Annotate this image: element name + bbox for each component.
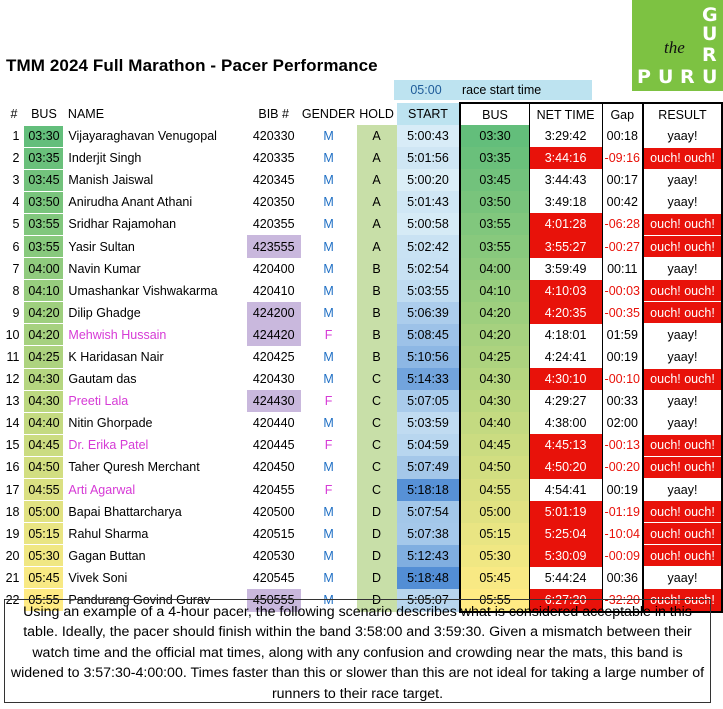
- hold-zone: C: [357, 368, 397, 390]
- bib-number: 420330: [252, 129, 295, 144]
- result: yaay!: [643, 479, 722, 501]
- hold-zone: C: [357, 479, 397, 501]
- hold-zone: C: [357, 412, 397, 434]
- gap-time: -00:35: [602, 302, 643, 324]
- bib-number: 420345: [252, 173, 295, 188]
- bib-number: 450555: [247, 589, 301, 612]
- pacer-table: [4, 102, 723, 613]
- table-row: [4, 346, 722, 368]
- net-time: 4:29:27: [529, 390, 602, 412]
- runner-name: Mehwish Hussain: [68, 327, 167, 342]
- gap-time: -10:04: [602, 523, 643, 545]
- col-header-net-time: NET TIME: [529, 103, 602, 125]
- gender: M: [323, 305, 334, 320]
- result: ouch! ouch!: [643, 456, 722, 478]
- gap-time: 01:59: [602, 324, 643, 346]
- row-number: 16: [5, 460, 20, 475]
- row-number: 18: [5, 504, 20, 519]
- row-number: 3: [12, 173, 20, 188]
- logo-letter: P: [637, 66, 651, 88]
- row-number: 7: [12, 261, 20, 276]
- bus-time: 04:10: [24, 280, 64, 302]
- gap-time: 00:42: [602, 191, 643, 213]
- row-number: 5: [12, 217, 20, 232]
- runner-name: Anirudha Anant Athani: [68, 195, 193, 210]
- table-row: [4, 545, 722, 567]
- start-time: 5:10:56: [397, 346, 461, 368]
- start-time: 5:07:54: [397, 501, 461, 523]
- bus-time: 04:00: [24, 258, 64, 280]
- net-time: 3:49:18: [529, 191, 602, 213]
- start-time: 5:12:43: [397, 545, 461, 567]
- result: ouch! ouch!: [643, 545, 722, 567]
- result: ouch! ouch!: [643, 523, 722, 545]
- start-time: 5:01:56: [397, 147, 461, 169]
- table-row: [4, 235, 722, 257]
- result: ouch! ouch!: [643, 501, 722, 523]
- result: ouch! ouch!: [643, 434, 722, 456]
- bib-number: 420440: [252, 416, 295, 431]
- table-row: [4, 280, 722, 302]
- row-number: 12: [5, 372, 20, 387]
- table-row: [4, 302, 722, 324]
- logo-letter: U: [702, 23, 718, 45]
- bib-number: 420410: [252, 283, 295, 298]
- gap-time: -32:20: [602, 589, 643, 612]
- start-time: 5:14:33: [397, 368, 461, 390]
- net-time: 3:59:49: [529, 258, 602, 280]
- net-time: 3:44:16: [529, 147, 602, 169]
- start-time: 5:02:42: [397, 235, 461, 257]
- table-row: [4, 169, 722, 191]
- net-time: 6:27:20: [529, 589, 602, 612]
- bib-number: 420450: [252, 460, 295, 475]
- row-number: 17: [5, 482, 20, 497]
- runner-name: Gautam das: [68, 372, 137, 387]
- hold-zone: D: [357, 523, 397, 545]
- bus-time: 03:55: [24, 213, 64, 235]
- row-number: 1: [12, 129, 20, 144]
- hold-zone: B: [357, 346, 397, 368]
- logo-letter: U: [658, 66, 674, 88]
- result: yaay!: [643, 169, 722, 191]
- gap-time: -01:19: [602, 501, 643, 523]
- gap-time: 00:17: [602, 169, 643, 191]
- start-time: 5:03:59: [397, 412, 461, 434]
- bus-time-result: 04:40: [460, 412, 529, 434]
- gender: M: [323, 217, 334, 232]
- result: yaay!: [643, 346, 722, 368]
- bus-time: 04:30: [24, 368, 64, 390]
- result: ouch! ouch!: [643, 302, 722, 324]
- col-header-bus-result: BUS: [460, 103, 529, 125]
- runner-name: Vijayaraghavan Venugopal: [68, 129, 217, 144]
- bus-time-result: 04:10: [460, 280, 529, 302]
- gap-time: 00:19: [602, 479, 643, 501]
- row-number: 15: [5, 438, 20, 453]
- gender: M: [323, 195, 334, 210]
- start-time: 5:18:48: [397, 567, 461, 589]
- bus-time-result: 05:55: [460, 589, 529, 612]
- table-row: [4, 456, 722, 478]
- bib-number: 420430: [252, 372, 295, 387]
- table-row: [4, 147, 722, 169]
- net-time: 4:50:20: [529, 456, 602, 478]
- row-number: 8: [12, 283, 20, 298]
- gender: M: [323, 570, 334, 585]
- bus-time: 04:20: [24, 302, 64, 324]
- runner-name: Gagan Buttan: [68, 548, 146, 563]
- net-time: 5:44:24: [529, 567, 602, 589]
- gender: F: [324, 327, 333, 342]
- start-time: 5:18:18: [397, 479, 461, 501]
- logo-letter: R: [680, 66, 695, 88]
- gap-time: 00:36: [602, 567, 643, 589]
- bib-number: 420545: [252, 570, 295, 585]
- bib-number: 424430: [247, 390, 301, 412]
- start-time: 5:02:54: [397, 258, 461, 280]
- hold-zone: A: [357, 213, 397, 235]
- table-header-row: [4, 103, 722, 125]
- bus-time: 04:40: [24, 412, 64, 434]
- runner-name: Taher Quresh Merchant: [68, 460, 200, 475]
- result: yaay!: [643, 125, 722, 147]
- bib-number: 420500: [252, 504, 295, 519]
- runner-name: Arti Agarwal: [68, 482, 136, 497]
- gap-time: 00:18: [602, 125, 643, 147]
- gender: M: [323, 504, 334, 519]
- bus-time-result: 03:45: [460, 169, 529, 191]
- bus-time-result: 04:20: [460, 324, 529, 346]
- gap-time: -00:27: [602, 235, 643, 257]
- runner-name: Inderjit Singh: [68, 151, 142, 166]
- gender: M: [323, 526, 334, 541]
- logo-letter: G: [702, 4, 718, 26]
- gender: M: [323, 283, 334, 298]
- table-row: [4, 479, 722, 501]
- bib-number: 424420: [247, 324, 301, 346]
- row-number: 10: [5, 327, 20, 342]
- bus-time-result: 04:25: [460, 346, 529, 368]
- bus-time-result: 04:00: [460, 258, 529, 280]
- start-time: 5:07:38: [397, 523, 461, 545]
- gap-time: -09:16: [602, 147, 643, 169]
- logo-script: the: [664, 38, 685, 57]
- start-time: 5:01:43: [397, 191, 461, 213]
- hold-zone: D: [357, 567, 397, 589]
- result: yaay!: [643, 412, 722, 434]
- row-number: 20: [5, 548, 20, 563]
- bus-time: 05:30: [24, 545, 64, 567]
- bus-time-result: 03:50: [460, 191, 529, 213]
- hold-zone: B: [357, 258, 397, 280]
- bus-time: 03:30: [24, 125, 64, 147]
- gender: M: [323, 261, 334, 276]
- bus-time-result: 05:30: [460, 545, 529, 567]
- bib-number: 420455: [252, 482, 295, 497]
- bus-time: 04:30: [24, 390, 64, 412]
- runner-name: K Haridasan Nair: [68, 349, 164, 364]
- net-time: 4:38:00: [529, 412, 602, 434]
- table-row: [4, 390, 722, 412]
- gender: M: [323, 460, 334, 475]
- result: yaay!: [643, 191, 722, 213]
- net-time: 3:44:43: [529, 169, 602, 191]
- table-row: [4, 191, 722, 213]
- col-header-name: NAME: [67, 107, 105, 121]
- net-time: 5:01:19: [529, 501, 602, 523]
- hold-zone: C: [357, 456, 397, 478]
- row-number: 21: [5, 570, 20, 585]
- col-header-result: RESULT: [643, 103, 722, 125]
- table-row: [4, 523, 722, 545]
- net-time: 4:54:41: [529, 479, 602, 501]
- start-time: 5:07:05: [397, 390, 461, 412]
- result: ouch! ouch!: [643, 147, 722, 169]
- gap-time: 00:33: [602, 390, 643, 412]
- hold-zone: A: [357, 147, 397, 169]
- runner-name: Sridhar Rajamohan: [68, 217, 177, 232]
- result: ouch! ouch!: [643, 368, 722, 390]
- gender: F: [324, 438, 333, 453]
- result: yaay!: [643, 390, 722, 412]
- col-header-gender: GENDER: [301, 107, 356, 121]
- net-time: 5:30:09: [529, 545, 602, 567]
- net-time: 4:01:28: [529, 213, 602, 235]
- net-time: 4:45:13: [529, 434, 602, 456]
- runner-name: Bapai Bhattarcharya: [68, 504, 182, 519]
- gender: M: [323, 151, 334, 166]
- start-time: 5:04:59: [397, 434, 461, 456]
- gender: M: [323, 593, 334, 608]
- result: ouch! ouch!: [643, 213, 722, 235]
- logo-letter: R: [702, 44, 717, 66]
- start-time: 5:00:43: [397, 125, 461, 147]
- hold-zone: C: [357, 390, 397, 412]
- gender: M: [323, 173, 334, 188]
- bus-time: 04:20: [24, 324, 64, 346]
- runner-name: Manish Jaiswal: [68, 173, 154, 188]
- bus-time: 04:55: [24, 479, 64, 501]
- bus-time: 05:55: [24, 589, 64, 612]
- table-row: [4, 324, 722, 346]
- bus-time: 05:15: [24, 523, 64, 545]
- gender: M: [323, 239, 334, 254]
- bib-number: 423555: [247, 235, 301, 257]
- start-time: 5:06:39: [397, 302, 461, 324]
- bus-time-result: 04:45: [460, 434, 529, 456]
- runner-name: Umashankar Vishwakarma: [68, 283, 218, 298]
- gap-time: -00:13: [602, 434, 643, 456]
- bus-time: 05:00: [24, 501, 64, 523]
- bus-time: 04:50: [24, 456, 64, 478]
- gender: M: [323, 372, 334, 387]
- net-time: 3:29:42: [529, 125, 602, 147]
- gender: M: [323, 548, 334, 563]
- bus-time: 04:45: [24, 434, 64, 456]
- net-time: 4:30:10: [529, 368, 602, 390]
- row-number: 6: [12, 239, 20, 254]
- gender: F: [324, 482, 333, 497]
- bus-time-result: 04:20: [460, 302, 529, 324]
- bib-number: 424200: [247, 302, 301, 324]
- col-header-num: #: [10, 107, 18, 121]
- row-number: 22: [5, 593, 20, 608]
- bib-number: 420425: [252, 349, 295, 364]
- page-title: TMM 2024 Full Marathon - Pacer Performance: [6, 56, 378, 75]
- hold-zone: A: [357, 235, 397, 257]
- gender: M: [323, 349, 334, 364]
- bus-time-result: 05:00: [460, 501, 529, 523]
- start-time: 5:03:55: [397, 280, 461, 302]
- hold-zone: D: [357, 589, 397, 612]
- runner-name: Preeti Lala: [68, 394, 129, 409]
- gap-time: 02:00: [602, 412, 643, 434]
- table-row: [4, 567, 722, 589]
- runner-name: Dr. Erika Patel: [68, 438, 149, 453]
- gap-time: -00:09: [602, 545, 643, 567]
- runner-name: Dilip Ghadge: [68, 305, 141, 320]
- bib-number: 420355: [252, 217, 295, 232]
- hold-zone: D: [357, 545, 397, 567]
- bib-number: 420530: [252, 548, 295, 563]
- bus-time-result: 04:50: [460, 456, 529, 478]
- runner-name: Nitin Ghorpade: [68, 416, 153, 431]
- gap-time: -00:20: [602, 456, 643, 478]
- bus-time-result: 05:15: [460, 523, 529, 545]
- row-number: 19: [5, 526, 20, 541]
- bus-time: 03:50: [24, 191, 64, 213]
- bus-time-result: 04:30: [460, 390, 529, 412]
- col-header-start: START: [397, 103, 461, 125]
- hold-zone: A: [357, 125, 397, 147]
- race-start-bar: [394, 80, 592, 100]
- col-header-gap: Gap: [602, 103, 643, 125]
- table-row: [4, 434, 722, 456]
- bus-time-result: 04:55: [460, 479, 529, 501]
- runner-name: Pandurang Govind Gurav: [68, 593, 211, 608]
- col-header-hold: HOLD: [359, 107, 394, 121]
- result: ouch! ouch!: [643, 280, 722, 302]
- col-header-bus: BUS: [31, 106, 57, 121]
- gap-time: 00:11: [602, 258, 643, 280]
- runner-name: Rahul Sharma: [68, 526, 149, 541]
- bus-time-result: 03:35: [460, 147, 529, 169]
- row-number: 11: [6, 349, 20, 364]
- result: yaay!: [643, 324, 722, 346]
- result: yaay!: [643, 567, 722, 589]
- hold-zone: B: [357, 324, 397, 346]
- bus-time: 05:45: [24, 567, 64, 589]
- hold-zone: A: [357, 191, 397, 213]
- bus-time: 04:25: [24, 346, 64, 368]
- bib-number: 420400: [252, 261, 295, 276]
- row-number: 14: [5, 416, 20, 431]
- net-time: 3:55:27: [529, 235, 602, 257]
- net-time: 4:10:03: [529, 280, 602, 302]
- row-number: 4: [12, 195, 20, 210]
- gender: M: [323, 416, 334, 431]
- net-time: 4:18:01: [529, 324, 602, 346]
- start-time: 5:05:07: [397, 589, 461, 612]
- bus-time: 03:45: [24, 169, 64, 191]
- bib-number: 420515: [252, 526, 295, 541]
- table-row: [4, 368, 722, 390]
- runner-name: Navin Kumar: [68, 261, 141, 276]
- bus-time-result: 04:30: [460, 368, 529, 390]
- bus-time-result: 03:55: [460, 213, 529, 235]
- explanation-note: Using an example of a 4-hour pacer, the following scenario describes what is considered acceptable in this table. Ideally, the pacer should finish within the band 3:58:00 and 3:59:30. Given a mismatch between their watch time and the official mat times, along with any confusion and crowding near the mats, this band is widened to 3:57:30-4:00:00. Times faster than this or slower than this are not ideal for taking a large number of runners to their race target.: [4, 599, 711, 703]
- row-number: 13: [5, 394, 20, 409]
- net-time: 4:20:35: [529, 302, 602, 324]
- gap-time: -06:28: [602, 213, 643, 235]
- runner-name: Yasir Sultan: [68, 239, 135, 254]
- logo-letter: U: [702, 66, 718, 88]
- hold-zone: A: [357, 169, 397, 191]
- bus-time-result: 03:55: [460, 235, 529, 257]
- table-row: [4, 258, 722, 280]
- bus-time: 03:55: [24, 235, 64, 257]
- row-number: 9: [12, 305, 20, 320]
- result: ouch! ouch!: [643, 235, 722, 257]
- table-row: [4, 412, 722, 434]
- result: yaay!: [643, 258, 722, 280]
- bus-time: 03:35: [24, 147, 64, 169]
- net-time: 5:25:04: [529, 523, 602, 545]
- start-time: 5:00:58: [397, 213, 461, 235]
- table-row: [4, 213, 722, 235]
- guru-logo: [632, 0, 723, 91]
- table-row: [4, 501, 722, 523]
- gender: M: [323, 129, 334, 144]
- table-row: [4, 125, 722, 147]
- hold-zone: C: [357, 434, 397, 456]
- race-start-label: race start time: [462, 83, 542, 97]
- gap-time: 00:19: [602, 346, 643, 368]
- start-time: 5:07:49: [397, 456, 461, 478]
- row-number: 2: [12, 151, 20, 166]
- bus-time-result: 03:30: [460, 125, 529, 147]
- start-time: 5:00:20: [397, 169, 461, 191]
- result: ouch! ouch!: [643, 589, 722, 612]
- hold-zone: B: [357, 302, 397, 324]
- bib-number: 420350: [252, 195, 295, 210]
- gender: F: [324, 394, 333, 409]
- col-header-bib: BIB #: [258, 107, 289, 121]
- hold-zone: B: [357, 280, 397, 302]
- runner-name: Vivek Soni: [68, 570, 128, 585]
- race-start-time: 05:00: [410, 83, 442, 97]
- net-time: 4:24:41: [529, 346, 602, 368]
- gap-time: -00:03: [602, 280, 643, 302]
- gap-time: -00:10: [602, 368, 643, 390]
- bib-number: 420445: [252, 438, 295, 453]
- hold-zone: D: [357, 501, 397, 523]
- bib-number: 420335: [252, 151, 295, 166]
- start-time: 5:08:45: [397, 324, 461, 346]
- bus-time-result: 05:45: [460, 567, 529, 589]
